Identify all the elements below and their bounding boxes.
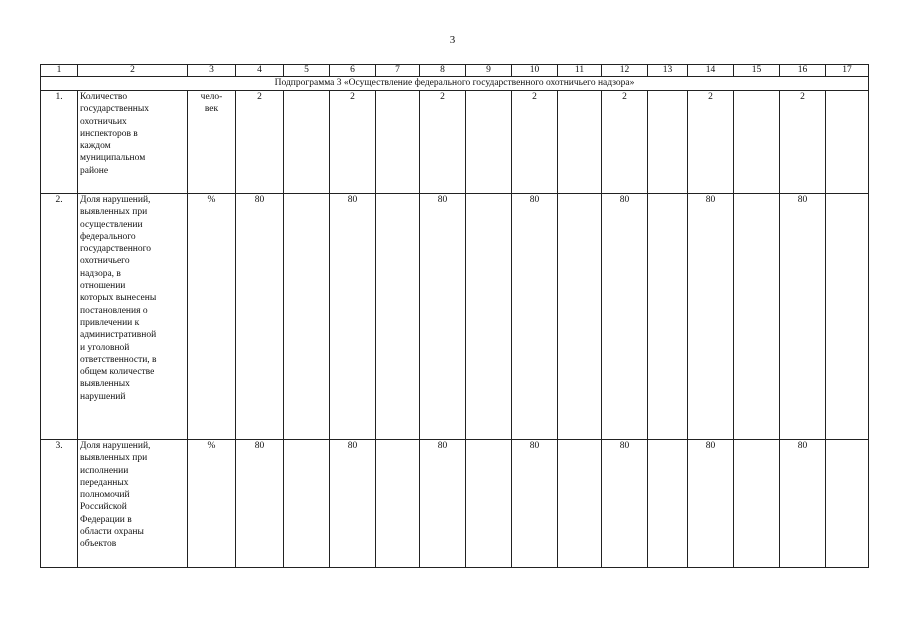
row-number: 3.	[41, 440, 78, 568]
unit-line: %	[207, 195, 216, 205]
value-cell	[466, 91, 512, 194]
value-cell: 2	[236, 91, 284, 194]
indicator-name-line: охотничьего	[80, 256, 130, 267]
column-header: 6	[330, 65, 376, 77]
column-header: 4	[236, 65, 284, 77]
indicator-name	[78, 194, 188, 440]
unit-of-measure	[188, 440, 236, 568]
value-cell: 2	[688, 91, 734, 194]
indicator-name-line: полномочий	[80, 490, 130, 501]
value-cell	[558, 91, 602, 194]
indicator-name-line: Федерации в	[80, 514, 132, 525]
value-cell: 80	[602, 440, 648, 568]
indicator-name-line: переданных	[80, 477, 129, 488]
value-cell: 80	[330, 194, 376, 440]
unit-of-measure	[188, 194, 236, 440]
value-cell: 80	[512, 440, 558, 568]
column-header: 15	[734, 65, 780, 77]
indicator-name-line: административной	[80, 330, 157, 341]
value-cell	[466, 194, 512, 440]
indicator-name-line: которых вынесены	[80, 293, 157, 304]
column-header: 8	[420, 65, 466, 77]
column-header: 5	[284, 65, 330, 77]
indicator-name-line: ответственности, в	[80, 354, 157, 365]
column-header: 1	[41, 65, 78, 77]
value-cell	[648, 440, 688, 568]
value-cell: 80	[688, 440, 734, 568]
unit-of-measure	[188, 91, 236, 194]
indicator-name-line: надзора, в	[80, 268, 121, 279]
value-cell	[558, 440, 602, 568]
column-header: 14	[688, 65, 734, 77]
value-cell: 80	[236, 440, 284, 568]
column-header: 16	[780, 65, 826, 77]
row-number: 1.	[41, 91, 78, 194]
table-row	[41, 194, 869, 440]
indicator-name-line: районе	[80, 165, 109, 176]
value-cell	[826, 194, 869, 440]
value-cell: 80	[330, 440, 376, 568]
value-cell: 2	[330, 91, 376, 194]
indicator-name-line: Количество	[80, 92, 128, 102]
value-cell: 80	[780, 194, 826, 440]
value-cell	[376, 194, 420, 440]
indicator-name	[78, 91, 188, 194]
subprogram-title: Подпрограмма 3 «Осуществление федерального государственного охотничьего надзора»	[41, 77, 869, 91]
value-cell	[648, 91, 688, 194]
unit-line: %	[207, 441, 216, 451]
value-cell: 80	[512, 194, 558, 440]
indicators-table	[40, 64, 869, 568]
indicator-name-line: выявленных	[80, 379, 130, 390]
indicator-name	[78, 440, 188, 568]
indicator-name-line: объектов	[80, 539, 117, 550]
table-row	[41, 91, 869, 194]
indicator-name-line: охотничьих	[80, 116, 127, 127]
indicator-name-line: постановления о	[80, 305, 148, 316]
value-cell	[826, 91, 869, 194]
indicator-name-line: каждом	[80, 141, 111, 152]
indicator-name-line: привлечении к	[80, 317, 140, 328]
indicator-name-line: государственного	[80, 244, 152, 255]
unit-line: век	[204, 104, 219, 115]
value-cell: 2	[512, 91, 558, 194]
value-cell	[826, 440, 869, 568]
value-cell	[376, 91, 420, 194]
value-cell	[558, 194, 602, 440]
value-cell	[284, 194, 330, 440]
column-header: 7	[376, 65, 420, 77]
column-header: 13	[648, 65, 688, 77]
indicator-name-line: Доля нарушений,	[80, 441, 151, 451]
indicator-name-line: и уголовной	[80, 342, 130, 353]
value-cell: 2	[602, 91, 648, 194]
indicator-name-line: выявленных при	[80, 453, 148, 464]
value-cell: 80	[780, 440, 826, 568]
value-cell	[466, 440, 512, 568]
indicator-name-line: осуществлении	[80, 219, 143, 230]
value-cell: 80	[420, 440, 466, 568]
column-header: 17	[826, 65, 869, 77]
value-cell	[648, 194, 688, 440]
page-number: 3	[449, 34, 456, 46]
unit-line: чело-	[200, 92, 223, 102]
indicator-name-line: Российской	[80, 502, 127, 513]
indicator-name-line: исполнении	[80, 465, 129, 476]
value-cell: 80	[602, 194, 648, 440]
column-header: 3	[188, 65, 236, 77]
column-number-row	[41, 65, 869, 77]
value-cell	[376, 440, 420, 568]
indicator-name-line: выявленных при	[80, 207, 148, 218]
indicator-name-line: Доля нарушений,	[80, 195, 151, 205]
value-cell: 80	[420, 194, 466, 440]
indicator-name-line: области охраны	[80, 527, 144, 538]
indicator-name-line: муниципальном	[80, 153, 146, 164]
indicator-name-line: общем количестве	[80, 367, 155, 378]
value-cell	[284, 91, 330, 194]
row-number: 2.	[41, 194, 78, 440]
value-cell	[284, 440, 330, 568]
value-cell	[734, 194, 780, 440]
value-cell: 2	[420, 91, 466, 194]
value-cell: 80	[688, 194, 734, 440]
value-cell: 2	[780, 91, 826, 194]
indicator-name-line: федерального	[80, 231, 136, 242]
column-header: 2	[78, 65, 188, 77]
value-cell: 80	[236, 194, 284, 440]
value-cell	[734, 91, 780, 194]
value-cell	[734, 440, 780, 568]
indicator-name-line: нарушений	[80, 391, 126, 402]
column-header: 12	[602, 65, 648, 77]
indicator-name-line: государственных	[80, 104, 150, 115]
indicator-name-line: инспекторов в	[80, 128, 138, 139]
column-header: 9	[466, 65, 512, 77]
column-header: 11	[558, 65, 602, 77]
subprogram-row	[41, 77, 869, 91]
column-header: 10	[512, 65, 558, 77]
indicator-name-line: отношении	[80, 281, 126, 292]
table-row	[41, 440, 869, 568]
